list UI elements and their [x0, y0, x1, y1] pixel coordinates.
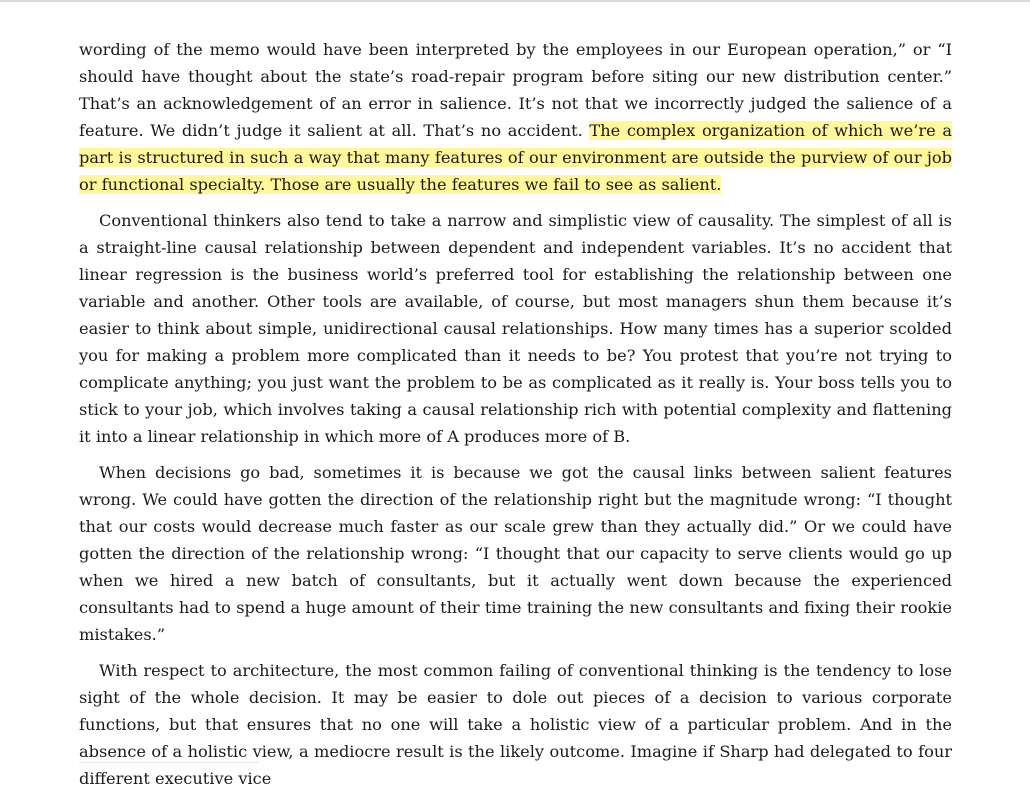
paragraph-1 [79, 36, 952, 198]
paragraph-1-text: wording of the memo would have been interpreted by the employees in our European operation,” or “I should have thought about the state’s road-repair program before siting our new distribution center.” That’s an acknowledgement of an error in salience. It’s not that we incorrectly judged the salience of a feature. We didn’t judge it salient at all. That’s no accident. [79, 40, 952, 140]
document-body [79, 36, 952, 801]
paragraph-2: Conventional thinkers also tend to take a narrow and simplistic view of causality. The simplest of all is a straight-line causal relationship between dependent and independent variables. It’s no accident that linear regression is the business world’s preferred tool for establishing the relationship between one variable and another. Other tools are available, of course, but most managers shun them because it’s easier to think about simple, unidirectional causal relationships. How many times has a superior scolded you for making a problem more complicated than it needs to be? You protest that you’re not trying to complicate anything; you just want the problem to be as complicated as it really is. Your boss tells you to stick to your job, which involves taking a causal relationship rich with potential complexity and flattening it into a linear relationship in which more of A produces more of B. [79, 211, 952, 446]
highlighted-passage[interactable]: The complex organization of which we’re a part is structured in such a way that many features of our environment are outside the purview of our job or functional specialty. Those are usually the features we fail to see as salient. [79, 121, 952, 194]
page-bottom-divider [79, 762, 259, 763]
paragraph-4: With respect to architecture, the most common failing of conventional thinking is the tendency to lose sight of the whole decision. It may be easier to dole out pieces of a decision to various corporate functions, but that ensures that no one will take a holistic view of a particular problem. And in the absence of a holistic view, a mediocre result is the likely outcome. Imagine if Sharp had delegated to four different executive vice [79, 661, 952, 788]
paragraph-3: When decisions go bad, sometimes it is because we got the causal links between salient features wrong. We could have gotten the direction of the relationship right but the magnitude wrong: “I thought that our costs would decrease much faster as our scale grew than they actually did.” Or we could have gotten the direction of the relationship wrong: “I thought that our capacity to serve clients would go up when we hired a new batch of consultants, but it actually went down because the experienced consultants had to spend a huge amount of their time training the new consultants and fixing their rookie mistakes.” [79, 463, 952, 644]
